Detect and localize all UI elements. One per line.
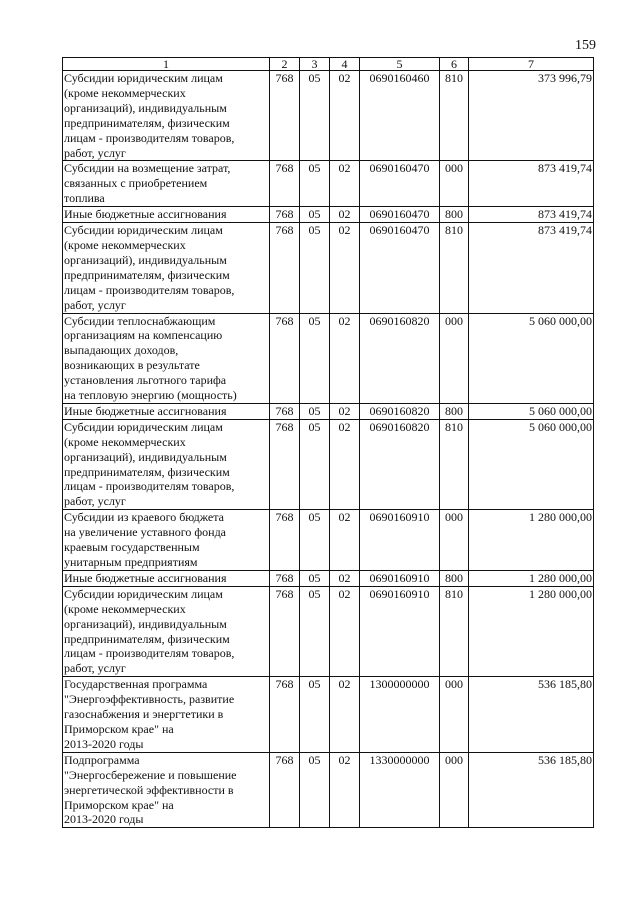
section-code-cell: 05 bbox=[300, 419, 330, 509]
expense-name-line: лицам - производителям товаров, bbox=[64, 479, 235, 494]
expense-name-cell bbox=[63, 752, 270, 828]
subsection-code-cell: 02 bbox=[330, 403, 360, 419]
expense-name-line: лицам - производителям товаров, bbox=[64, 646, 235, 661]
expense-name-line: организаций), индивидуальным bbox=[64, 616, 227, 631]
header-row bbox=[63, 58, 594, 71]
expense-name-line: Субсидии на возмещение затрат, bbox=[64, 161, 231, 176]
expense-name-cell bbox=[63, 586, 270, 676]
expense-name-line: унитарным предприятиям bbox=[64, 555, 198, 569]
amount-cell: 536 185,80 bbox=[469, 677, 594, 753]
expense-type-cell: 000 bbox=[440, 161, 469, 207]
grbs-code-cell: 768 bbox=[270, 510, 300, 571]
expense-name-line: работ, услуг bbox=[64, 297, 126, 312]
grbs-code-cell: 768 bbox=[270, 677, 300, 753]
section-code-cell: 05 bbox=[300, 313, 330, 403]
grbs-code-cell: 768 bbox=[270, 207, 300, 223]
expense-name-line: краевым государственным bbox=[64, 540, 200, 555]
table-row bbox=[63, 313, 594, 403]
expense-name-cell bbox=[63, 570, 270, 586]
expense-name-cell bbox=[63, 207, 270, 223]
expense-name-line: предпринимателям, физическим bbox=[64, 267, 230, 282]
budget-table bbox=[62, 57, 594, 828]
subsection-code-cell: 02 bbox=[330, 223, 360, 313]
expense-name-line: (кроме некоммерческих bbox=[64, 601, 186, 616]
section-code-cell: 05 bbox=[300, 510, 330, 571]
table-row bbox=[63, 207, 594, 223]
header-cell: 4 bbox=[330, 58, 360, 71]
grbs-code-cell: 768 bbox=[270, 313, 300, 403]
expense-type-cell: 000 bbox=[440, 510, 469, 571]
header-cell: 1 bbox=[63, 58, 270, 71]
amount-cell: 536 185,80 bbox=[469, 752, 594, 828]
table-row bbox=[63, 752, 594, 828]
section-code-cell: 05 bbox=[300, 570, 330, 586]
expense-name-line: Иные бюджетные ассигнования bbox=[64, 570, 227, 585]
expense-name-line: Государственная программа bbox=[64, 677, 208, 692]
header-cell: 7 bbox=[469, 58, 594, 71]
target-article-cell: 0690160470 bbox=[360, 161, 440, 207]
expense-name-line: (кроме некоммерческих bbox=[64, 434, 186, 449]
expense-name-line: Иные бюджетные ассигнования bbox=[64, 207, 227, 222]
grbs-code-cell: 768 bbox=[270, 161, 300, 207]
expense-type-cell: 810 bbox=[440, 223, 469, 313]
amount-cell: 1 280 000,00 bbox=[469, 510, 594, 571]
expense-name-line: организаций), индивидуальным bbox=[64, 100, 227, 115]
expense-name-line: Подпрограмма bbox=[64, 752, 140, 767]
expense-type-cell: 810 bbox=[440, 586, 469, 676]
expense-name-line: организаций), индивидуальным bbox=[64, 449, 227, 464]
expense-name-line: работ, услуг bbox=[64, 661, 126, 676]
subsection-code-cell: 02 bbox=[330, 570, 360, 586]
expense-name-line: лицам - производителям товаров, bbox=[64, 130, 235, 145]
table-row bbox=[63, 677, 594, 753]
expense-name-cell bbox=[63, 71, 270, 161]
expense-name-cell bbox=[63, 313, 270, 403]
expense-name-line: на тепловую энергию (мощность) bbox=[64, 388, 237, 403]
expense-type-cell: 800 bbox=[440, 570, 469, 586]
table-row bbox=[63, 71, 594, 161]
expense-name-line: связанных с приобретением bbox=[64, 176, 208, 191]
grbs-code-cell: 768 bbox=[270, 223, 300, 313]
expense-name-line: работ, услуг bbox=[64, 145, 126, 160]
target-article-cell: 0690160820 bbox=[360, 313, 440, 403]
expense-type-cell: 000 bbox=[440, 677, 469, 753]
expense-name-line: энергетической эффективности в bbox=[64, 782, 234, 797]
page-number: 159 bbox=[575, 38, 596, 53]
header-cell: 2 bbox=[270, 58, 300, 71]
subsection-code-cell: 02 bbox=[330, 510, 360, 571]
expense-name-line: 2013-2020 годы bbox=[64, 812, 144, 827]
table-row bbox=[63, 419, 594, 509]
expense-name-line: Приморском крае" на bbox=[64, 721, 174, 736]
header-cell: 5 bbox=[360, 58, 440, 71]
section-code-cell: 05 bbox=[300, 403, 330, 419]
expense-name-line: (кроме некоммерческих bbox=[64, 85, 186, 100]
target-article-cell: 0690160910 bbox=[360, 586, 440, 676]
expense-name-line: предпринимателям, физическим bbox=[64, 464, 230, 479]
expense-name-line: организаций), индивидуальным bbox=[64, 252, 227, 267]
subsection-code-cell: 02 bbox=[330, 586, 360, 676]
expense-name-line: предпринимателям, физическим bbox=[64, 631, 230, 646]
subsection-code-cell: 02 bbox=[330, 207, 360, 223]
expense-name-line: "Энергоэффективность, развитие bbox=[64, 692, 235, 707]
expense-type-cell: 000 bbox=[440, 752, 469, 828]
subsection-code-cell: 02 bbox=[330, 677, 360, 753]
amount-cell: 5 060 000,00 bbox=[469, 313, 594, 403]
expense-name-line: работ, услуг bbox=[64, 494, 126, 509]
expense-name-line: "Энергосбережение и повышение bbox=[64, 767, 237, 782]
target-article-cell: 0690160910 bbox=[360, 570, 440, 586]
grbs-code-cell: 768 bbox=[270, 570, 300, 586]
expense-type-cell: 800 bbox=[440, 403, 469, 419]
table-row bbox=[63, 570, 594, 586]
expense-name-line: Субсидии юридическим лицам bbox=[64, 71, 223, 85]
amount-cell: 5 060 000,00 bbox=[469, 403, 594, 419]
subsection-code-cell: 02 bbox=[330, 161, 360, 207]
grbs-code-cell: 768 bbox=[270, 403, 300, 419]
amount-cell: 1 280 000,00 bbox=[469, 586, 594, 676]
expense-name-line: (кроме некоммерческих bbox=[64, 237, 186, 252]
amount-cell: 873 419,74 bbox=[469, 161, 594, 207]
table-body bbox=[63, 71, 594, 828]
grbs-code-cell: 768 bbox=[270, 419, 300, 509]
amount-cell: 1 280 000,00 bbox=[469, 570, 594, 586]
target-article-cell: 0690160470 bbox=[360, 223, 440, 313]
expense-name-line: Субсидии юридическим лицам bbox=[64, 419, 223, 434]
amount-cell: 5 060 000,00 bbox=[469, 419, 594, 509]
expense-name-cell bbox=[63, 223, 270, 313]
target-article-cell: 0690160910 bbox=[360, 510, 440, 571]
expense-name-line: Субсидии теплоснабжающим bbox=[64, 313, 216, 328]
expense-name-line: газоснабжения и энергтетики в bbox=[64, 707, 224, 722]
target-article-cell: 1330000000 bbox=[360, 752, 440, 828]
expense-name-line: выпадающих доходов, bbox=[64, 343, 179, 358]
subsection-code-cell: 02 bbox=[330, 71, 360, 161]
target-article-cell: 0690160820 bbox=[360, 403, 440, 419]
target-article-cell: 0690160460 bbox=[360, 71, 440, 161]
expense-name-line: на увеличение уставного фонда bbox=[64, 525, 226, 540]
table-row bbox=[63, 510, 594, 571]
subsection-code-cell: 02 bbox=[330, 313, 360, 403]
grbs-code-cell: 768 bbox=[270, 71, 300, 161]
header-cell: 3 bbox=[300, 58, 330, 71]
section-code-cell: 05 bbox=[300, 161, 330, 207]
section-code-cell: 05 bbox=[300, 71, 330, 161]
amount-cell: 873 419,74 bbox=[469, 223, 594, 313]
expense-name-line: организациям на компенсацию bbox=[64, 328, 223, 343]
target-article-cell: 1300000000 bbox=[360, 677, 440, 753]
target-article-cell: 0690160820 bbox=[360, 419, 440, 509]
expense-name-cell bbox=[63, 510, 270, 571]
expense-name-line: Приморском крае" на bbox=[64, 797, 174, 812]
section-code-cell: 05 bbox=[300, 752, 330, 828]
expense-name-line: Субсидии юридическим лицам bbox=[64, 586, 223, 601]
table-row bbox=[63, 586, 594, 676]
expense-name-line: возникающих в результате bbox=[64, 358, 200, 373]
expense-name-line: Иные бюджетные ассигнования bbox=[64, 403, 227, 418]
expense-name-line: установления льготного тарифа bbox=[64, 373, 227, 388]
grbs-code-cell: 768 bbox=[270, 586, 300, 676]
target-article-cell: 0690160470 bbox=[360, 207, 440, 223]
amount-cell: 873 419,74 bbox=[469, 207, 594, 223]
table-row bbox=[63, 403, 594, 419]
section-code-cell: 05 bbox=[300, 207, 330, 223]
expense-type-cell: 000 bbox=[440, 313, 469, 403]
expense-name-line: топлива bbox=[64, 191, 105, 206]
table-row bbox=[63, 223, 594, 313]
expense-name-cell bbox=[63, 677, 270, 753]
expense-type-cell: 810 bbox=[440, 419, 469, 509]
expense-name-line: Субсидии из краевого бюджета bbox=[64, 510, 224, 525]
header-cell: 6 bbox=[440, 58, 469, 71]
expense-name-line: предпринимателям, физическим bbox=[64, 115, 230, 130]
expense-name-cell bbox=[63, 403, 270, 419]
grbs-code-cell: 768 bbox=[270, 752, 300, 828]
expense-name-line: лицам - производителям товаров, bbox=[64, 282, 235, 297]
subsection-code-cell: 02 bbox=[330, 419, 360, 509]
section-code-cell: 05 bbox=[300, 586, 330, 676]
expense-type-cell: 800 bbox=[440, 207, 469, 223]
subsection-code-cell: 02 bbox=[330, 752, 360, 828]
section-code-cell: 05 bbox=[300, 677, 330, 753]
section-code-cell: 05 bbox=[300, 223, 330, 313]
table-row bbox=[63, 161, 594, 207]
expense-name-line: Субсидии юридическим лицам bbox=[64, 223, 223, 238]
expense-type-cell: 810 bbox=[440, 71, 469, 161]
expense-name-cell bbox=[63, 419, 270, 509]
expense-name-cell bbox=[63, 161, 270, 207]
expense-name-line: 2013-2020 годы bbox=[64, 736, 144, 751]
amount-cell: 373 996,79 bbox=[469, 71, 594, 161]
